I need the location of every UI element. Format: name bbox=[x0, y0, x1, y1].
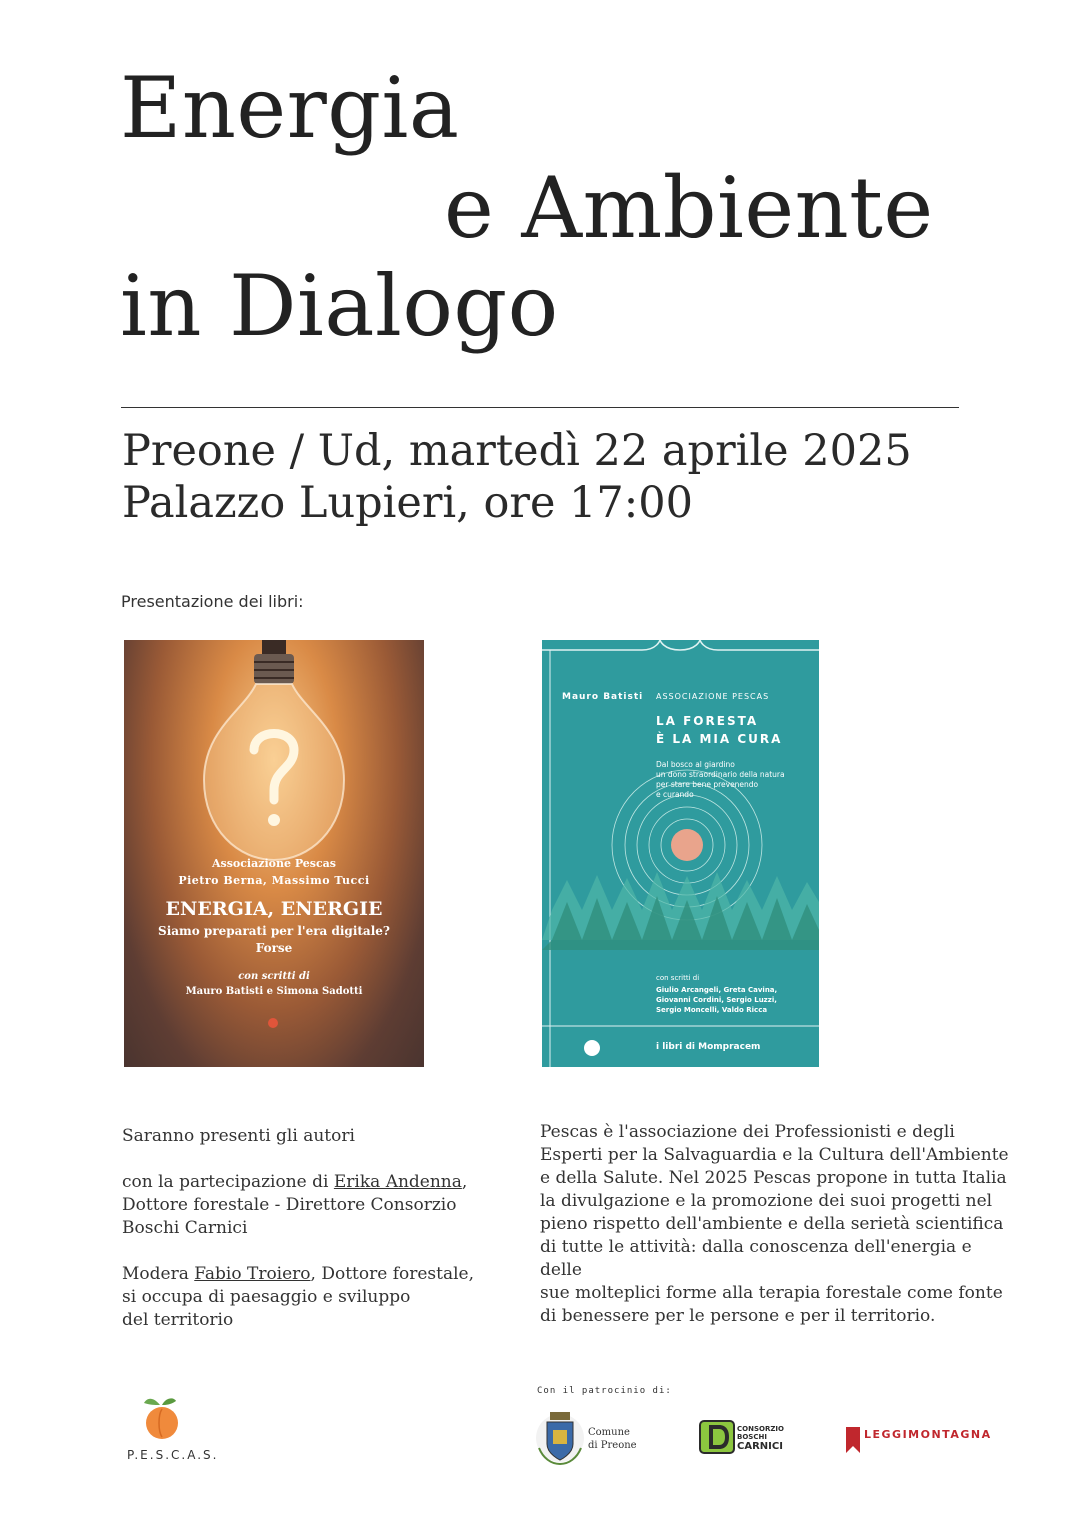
moderator-line bbox=[122, 1263, 482, 1286]
title-divider bbox=[121, 407, 959, 408]
event-date-place: Preone / Ud, martedì 22 aprile 2025 bbox=[122, 426, 912, 476]
book2-contrib-2: Giovanni Cordini, Sergio Luzzi, bbox=[656, 996, 777, 1004]
comune-logo-text bbox=[588, 1426, 637, 1452]
consorzio-line-2: BOSCHI bbox=[737, 1433, 767, 1441]
book2-contrib-3: Sergio Moncelli, Valdo Ricca bbox=[656, 1006, 768, 1014]
comune-line-1: Comune bbox=[588, 1427, 630, 1438]
coat-of-arms-icon bbox=[535, 1408, 585, 1468]
participation-line bbox=[122, 1171, 482, 1194]
consorzio-line-3: CARNICI bbox=[737, 1441, 783, 1452]
pescas-logo-text: P.E.S.C.A.S. bbox=[127, 1448, 219, 1462]
peach-logo-icon bbox=[140, 1393, 184, 1441]
book2-sub-4: e curando bbox=[656, 790, 694, 799]
authors-present: Saranno presenti gli autori bbox=[122, 1126, 355, 1146]
book1-subtitle2: Forse bbox=[255, 941, 293, 955]
book2-sub-3: per stare bene prevenendo bbox=[656, 780, 759, 789]
presentation-label: Presentazione dei libri: bbox=[121, 592, 304, 611]
consorzio-logo-text bbox=[737, 1425, 784, 1452]
title-line-3: in Dialogo bbox=[120, 257, 559, 355]
book2-author: Mauro Batisti bbox=[562, 692, 644, 702]
guest-role-1: Dottore forestale - Direttore Consorzio bbox=[122, 1195, 457, 1215]
event-venue-time: Palazzo Lupieri, ore 17:00 bbox=[122, 478, 693, 528]
book2-series: i libri di Mompracem bbox=[656, 1042, 761, 1052]
book2-publisher: ASSOCIAZIONE PESCAS bbox=[656, 692, 770, 701]
book2-title-2: È LA MIA CURA bbox=[656, 732, 783, 746]
leggimontagna-logo-text: LEGGIMONTAGNA bbox=[864, 1428, 992, 1441]
book2-title-1: LA FORESTA bbox=[656, 714, 759, 728]
book1-subtitle: Siamo preparati per l'era digitale? bbox=[158, 924, 390, 938]
guest-role-2: Boschi Carnici bbox=[122, 1218, 248, 1238]
comune-line-2: di Preone bbox=[588, 1440, 637, 1451]
book2-sub-2: un dono straordinario della natura bbox=[656, 770, 785, 779]
desc-line: Pescas è l'associazione dei Professionisti e degli bbox=[540, 1122, 955, 1142]
desc-line: e della Salute. Nel 2025 Pescas propone in tutta Italia bbox=[540, 1168, 1007, 1188]
desc-line: di benessere per le persone e per il territorio. bbox=[540, 1306, 936, 1326]
desc-line: Esperti per la Salvaguardia e la Cultura dell'Ambiente bbox=[540, 1145, 1009, 1165]
desc-line: sue molteplici forme alla terapia forestale come fonte bbox=[540, 1283, 1003, 1303]
participation-prefix: con la partecipazione di bbox=[122, 1172, 334, 1192]
title-line-2: e Ambiente bbox=[444, 159, 934, 257]
moderator-prefix: Modera bbox=[122, 1264, 195, 1284]
book-cover-la-foresta bbox=[542, 640, 819, 1067]
book2-contrib-1: Giulio Arcangeli, Greta Cavina, bbox=[656, 986, 778, 994]
book2-with-label: con scritti di bbox=[656, 974, 700, 982]
bookmark-icon bbox=[846, 1427, 860, 1453]
moderator-name: Fabio Troiero bbox=[194, 1264, 311, 1284]
book1-authors: Pietro Berna, Massimo Tucci bbox=[178, 874, 370, 887]
desc-line: pieno rispetto dell'ambiente e della serietà scientifica bbox=[540, 1214, 1004, 1234]
book2-sub-1: Dal bosco al giardino bbox=[656, 760, 735, 769]
guest-name: Erika Andenna bbox=[333, 1172, 462, 1192]
lightbulb-icon bbox=[124, 640, 424, 880]
patronage-label: Con il patrocinio di: bbox=[537, 1386, 672, 1396]
book1-contributors: Mauro Batisti e Simona Sadotti bbox=[185, 986, 363, 997]
moderator-desc-2: del territorio bbox=[122, 1310, 234, 1330]
moderator-desc-1: si occupa di paesaggio e sviluppo bbox=[122, 1287, 411, 1307]
title-line-1: Energia bbox=[120, 59, 460, 157]
book-cover-energia-energie bbox=[124, 640, 424, 1067]
book1-with-label: con scritti di bbox=[238, 971, 310, 982]
book1-title: ENERGIA, ENERGIE bbox=[165, 898, 383, 920]
consorzio-line-1: CONSORZIO bbox=[737, 1425, 784, 1433]
book1-publisher: Associazione Pescas bbox=[211, 857, 337, 870]
association-description bbox=[540, 1121, 1010, 1328]
consorzio-logo-icon bbox=[699, 1420, 735, 1454]
desc-line: la divulgazione e la promozione dei suoi progetti nel bbox=[540, 1191, 993, 1211]
book1-publisher-logo bbox=[268, 1018, 278, 1028]
left-text-block bbox=[122, 1125, 482, 1332]
desc-line: di tutte le attività: dalla conoscenza dell'energia e delle bbox=[540, 1237, 972, 1280]
moderator-role: , Dottore forestale, bbox=[310, 1264, 475, 1284]
participation-comma: , bbox=[461, 1172, 468, 1192]
